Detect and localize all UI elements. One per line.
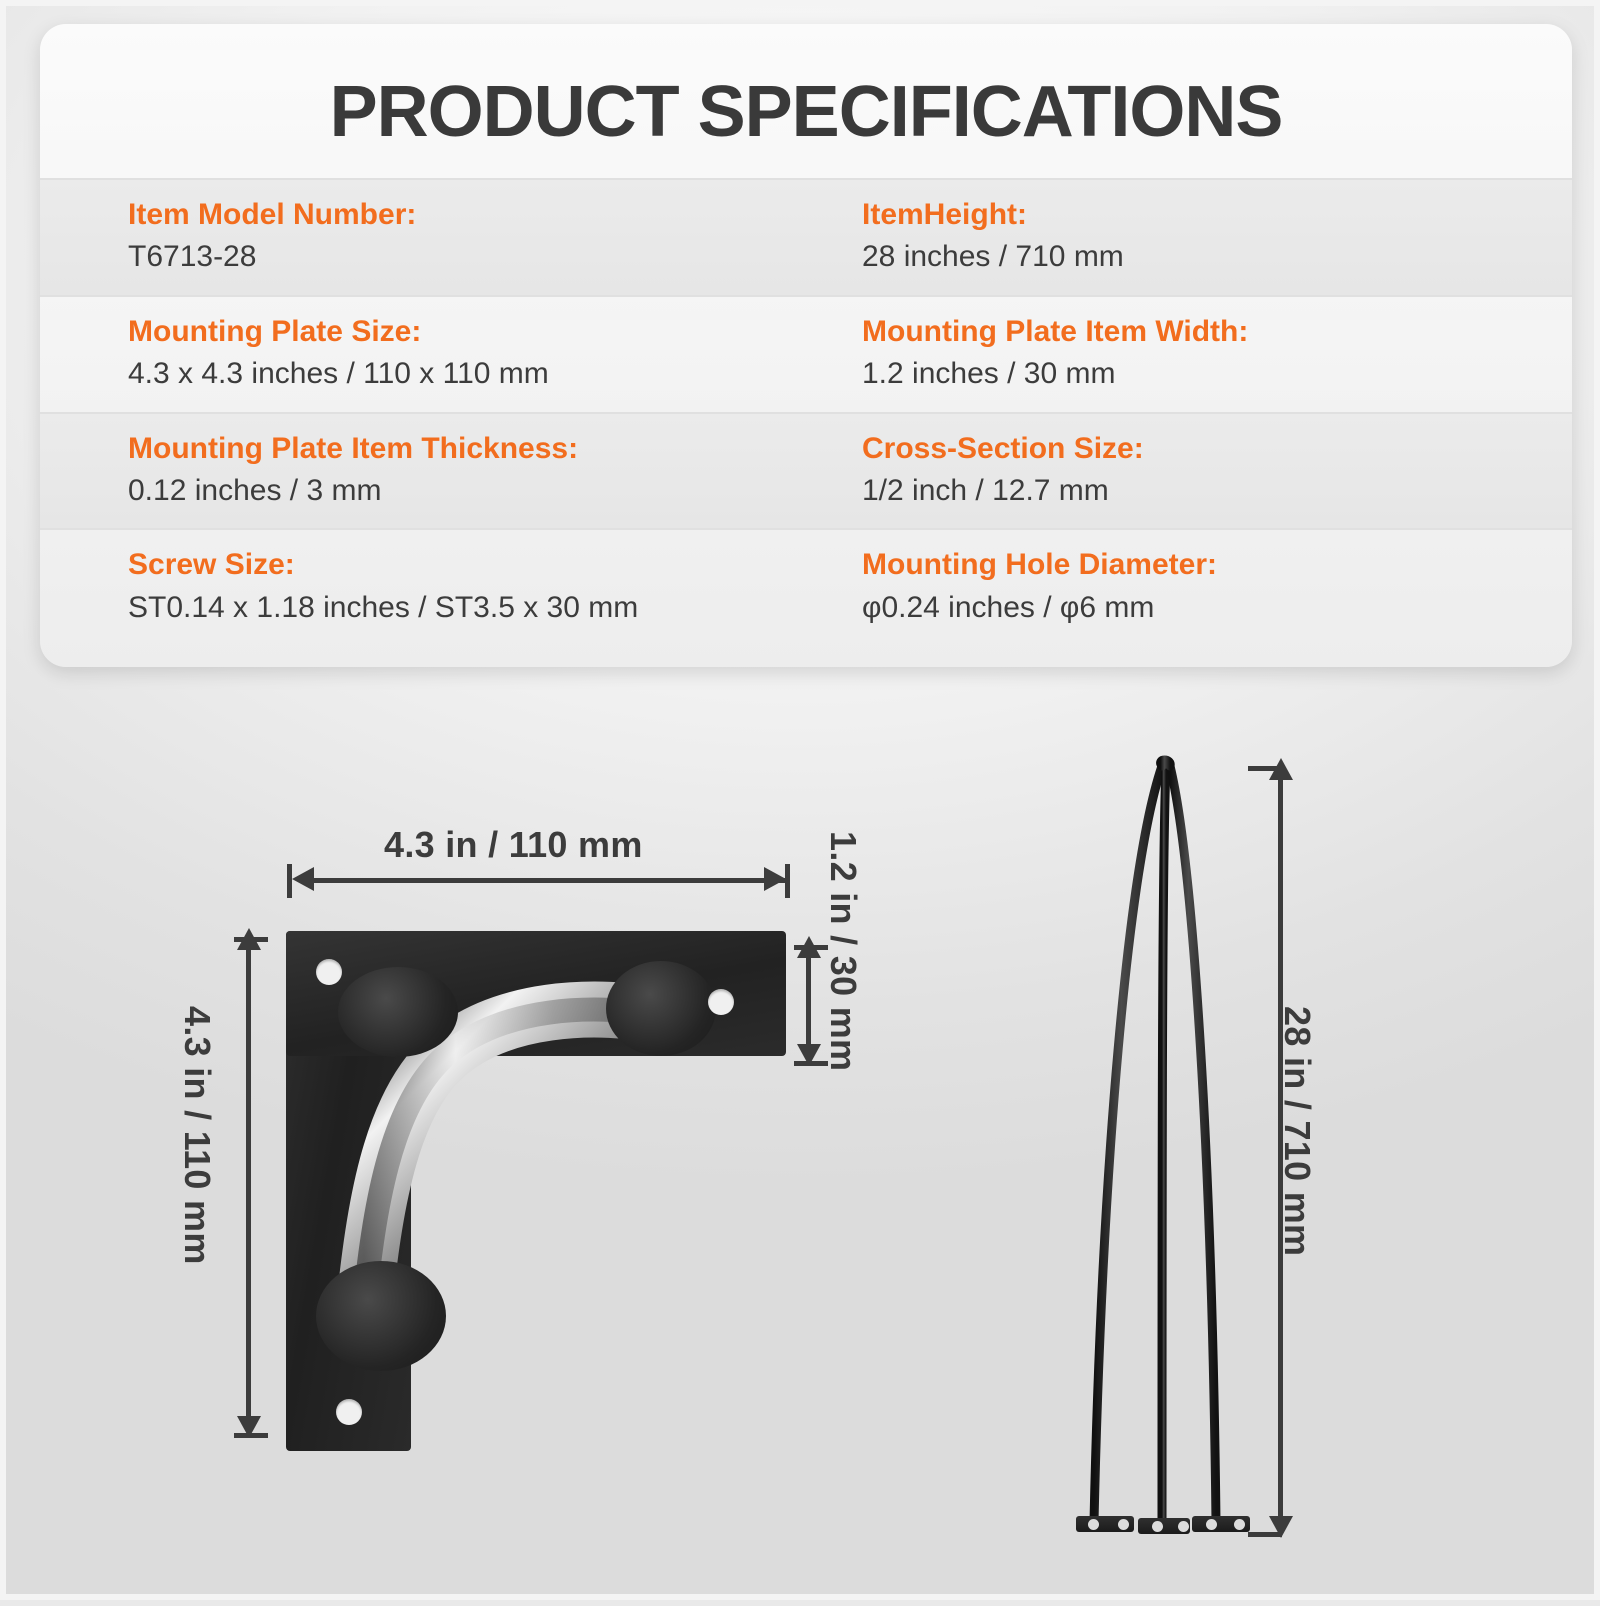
dimension-arrow (292, 867, 314, 891)
spec-value: 0.12 inches / 3 mm (128, 473, 382, 507)
dimension-tick (785, 864, 790, 898)
spec-row (40, 412, 1572, 529)
dimension-tick (1248, 1532, 1282, 1537)
spec-cell-item-height (806, 180, 1572, 295)
spec-label: Mounting Plate Item Thickness: (128, 431, 579, 465)
hairpin-leg-illustration (1066, 746, 1266, 1546)
spec-cell-model-number (40, 180, 806, 295)
mounting-hole (316, 959, 342, 985)
spec-label: Item Model Number: (128, 198, 417, 231)
spec-value: T6713-28 (128, 240, 257, 274)
weld-bead (316, 1261, 446, 1371)
dimension-tick (234, 1433, 268, 1438)
spec-cell-mounting-plate-size (40, 297, 806, 412)
leg-foot-hole (1088, 1519, 1099, 1530)
page-title: PRODUCT SPECIFICATIONS (329, 72, 1283, 152)
bracket-width-label: 4.3 in / 110 mm (384, 824, 643, 865)
specifications-table (40, 178, 1572, 645)
dimension-line (306, 878, 786, 883)
dimension-tick (287, 864, 292, 898)
mounting-hole (336, 1399, 362, 1425)
spec-value: ST0.14 x 1.18 inches / ST3.5 x 30 mm (128, 590, 639, 624)
weld-bead (606, 961, 716, 1056)
spec-label: Mounting Hole Diameter: (862, 548, 1218, 582)
dimension-tick (1248, 766, 1282, 771)
product-diagram-area (6, 706, 1600, 1606)
spec-label: ItemHeight: (862, 198, 1027, 231)
spec-label: Mounting Plate Size: (128, 314, 422, 348)
hairpin-leg-rods (1066, 746, 1266, 1546)
mounting-hole (708, 989, 734, 1015)
spec-label: Screw Size: (128, 548, 295, 582)
leg-foot-hole (1118, 1519, 1129, 1530)
spec-cell-mounting-plate-width (806, 297, 1572, 412)
plate-width-label: 1.2 in / 30 mm (823, 831, 864, 1072)
spec-value: φ0.24 inches / φ6 mm (862, 590, 1155, 624)
spec-cell-screw-size (40, 530, 806, 645)
leg-height-label: 28 in / 710 mm (1277, 1006, 1318, 1257)
dimension-line (246, 942, 251, 1432)
spec-cell-cross-section-size (806, 414, 1572, 529)
bracket-height-label: 4.3 in / 110 mm (177, 1006, 218, 1265)
dimension-arrow (764, 867, 786, 891)
leg-foot-hole (1234, 1519, 1245, 1530)
spec-value: 1/2 inch / 12.7 mm (862, 473, 1109, 507)
spec-value: 28 inches / 710 mm (862, 240, 1124, 274)
leg-foot-hole (1178, 1521, 1189, 1532)
spec-row (40, 178, 1572, 295)
spec-value: 4.3 x 4.3 inches / 110 x 110 mm (128, 357, 549, 391)
spec-label: Mounting Plate Item Width: (862, 314, 1249, 348)
spec-label: Cross-Section Size: (862, 431, 1144, 465)
spec-row (40, 295, 1572, 412)
spec-cell-mounting-hole-diameter (806, 530, 1572, 645)
weld-bead (338, 967, 458, 1057)
leg-foot-hole (1206, 1519, 1217, 1530)
spec-value: 1.2 inches / 30 mm (862, 357, 1116, 391)
dimension-tick (234, 937, 268, 942)
bracket-illustration (276, 931, 776, 1471)
spec-row (40, 528, 1572, 645)
leg-foot-hole (1152, 1521, 1163, 1532)
specifications-card (40, 24, 1572, 667)
spec-cell-plate-thickness (40, 414, 806, 529)
